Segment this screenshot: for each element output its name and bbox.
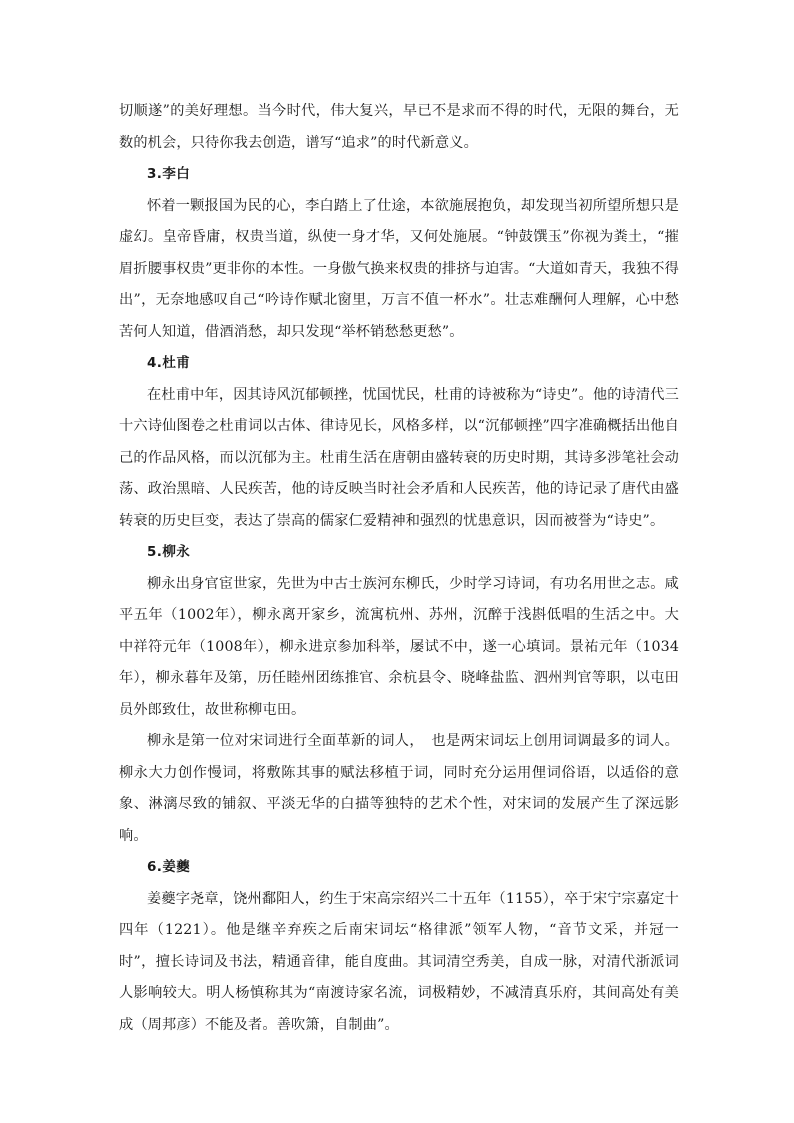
- liu-yong-paragraph-1: 柳永出身官宦世家，先世为中古士族河东柳氏，少时学习诗词，有功名用世之志。咸平五年（1002年），柳永离开家乡，流寓杭州、苏州，沉醉于浅斟低唱的生活之中。大中祥符元年（1008年），柳永进京参加科举，屡试不中，遂一心填词。景祐元年（1034年），柳永暮年及第，历任睦州团练推官、余杭县令、晓峰盐监、泗州判官等职，以屯田员外郎致仕，故世称柳屯田。: [119, 575, 679, 718]
- liu-yong-paragraph-2: 柳永是第一位对宋词进行全面革新的词人， 也是两宋词坛上创用词调最多的词人。柳永大力创作慢词，将敷陈其事的赋法移植于词，同时充分运用俚词俗语，以适俗的意象、淋漓尽致的铺叙、平淡无华的白描等独特的艺术个性，对宋词的发展产生了深远影响。: [119, 733, 679, 844]
- intro-paragraph: 切顺遂”的美好理想。当今时代，伟大复兴，早已不是求而不得的时代，无限的舞台，无数的机会，只待你我去创造，谱写“追求”的时代新意义。: [119, 103, 679, 151]
- section-heading-liu-yong: 5.柳永: [147, 544, 191, 560]
- li-bai-paragraph: 怀着一颗报国为民的心，李白踏上了仕途，本欲施展抱负，却发现当初所望所想只是虚幻。皇帝昏庸，权贵当道，纵使一身才华，又何处施展。“钟鼓馔玉”你视为粪土，“摧眉折腰事权贵”更非你的本性。一身傲气换来权贵的排挤与迫害。“大道如青天，我独不得出”，无奈地感叹自己“吟诗作赋北窗里，万言不值一杯水”。壮志难酬何人理解，心中愁苦何人知道，借酒消愁，却只发现“举杯销愁愁更愁”。: [119, 197, 679, 340]
- document-page: [119, 96, 679, 1041]
- jiang-kui-paragraph: 姜夔字尧章，饶州鄱阳人，约生于宋高宗绍兴二十五年（1155），卒于宋宁宗嘉定十四年（1221）。他是继辛弃疾之后南宋词坛“格律派”领军人物，“音节文采，并冠一时”，擅长诗词及书法，精通音律，能自度曲。其词清空秀美，自成一脉，对清代浙派词人影响较大。明人杨慎称其为“南渡诗家名流，词极精妙，不减清真乐府，其间高处有美成（周邦彦）不能及者。善吹箫，自制曲”。: [119, 890, 679, 1033]
- du-fu-paragraph: 在杜甫中年，因其诗风沉郁顿挫，忧国忧民，杜甫的诗被称为“诗史”。他的诗清代三十六诗仙图卷之杜甫词以古体、律诗见长，风格多样，以“沉郁顿挫”四字准确概括出他自己的作品风格，而以沉郁为主。杜甫生活在唐朝由盛转衰的历史时期，其诗多涉笔社会动荡、政治黑暗、人民疾苦，他的诗反映当时社会矛盾和人民疾苦，他的诗记录了唐代由盛转衰的历史巨变，表达了崇高的儒家仁爱精神和强烈的忧患意识，因而被誉为“诗史”。: [119, 386, 679, 529]
- section-heading-du-fu: 4.杜甫: [147, 355, 191, 371]
- section-heading-li-bai: 3.李白: [147, 166, 191, 182]
- section-heading-jiang-kui: 6.姜夔: [147, 859, 191, 875]
